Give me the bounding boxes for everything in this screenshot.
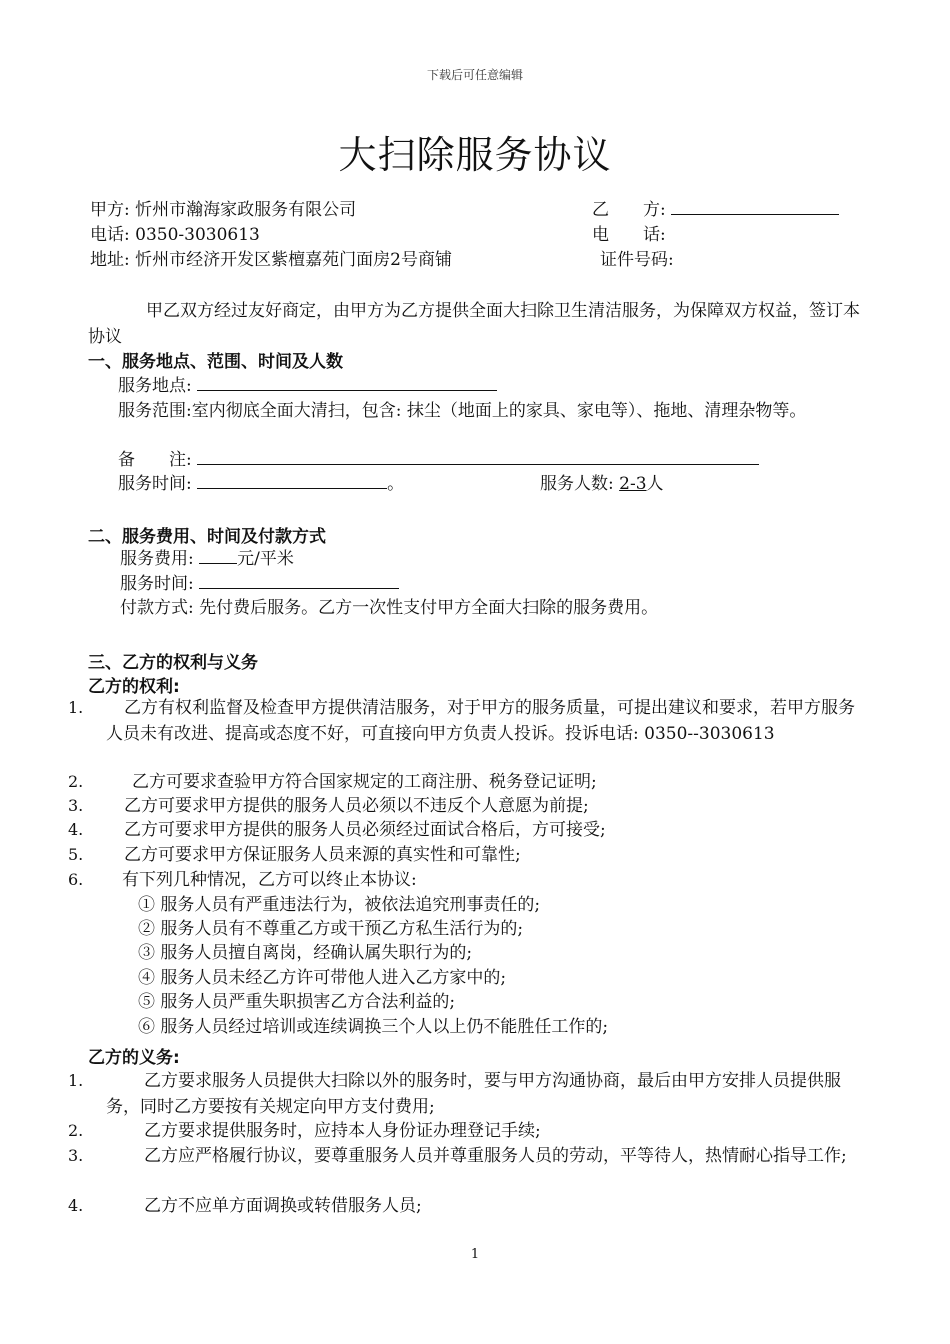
service-scope-label: 服务范围: [118,401,192,421]
party-a-phone-row [90,223,260,247]
rights-item-6-num: 6. [68,870,84,889]
staff-count-label: 服务人数: [540,474,614,494]
party-b-id-label: 证件号码: [600,250,674,270]
duties-item-4-text: 乙方不应单方面调换或转借服务人员; [144,1196,422,1216]
party-b-name-label: 乙 方: [592,200,666,220]
termination-item-2: ② 服务人员有不尊重乙方或干预乙方私生活行为的; [138,919,524,939]
duties-item-1-num: 1. [68,1071,84,1090]
party-a-phone-label: 电话: [90,225,130,245]
rights-item-4-num: 4. [68,820,84,839]
termination-item-5: ⑤ 服务人员严重失职损害乙方合法利益的; [138,992,456,1012]
fee-time-label: 服务时间: [120,574,194,594]
party-a-address-row [90,248,452,272]
duties-item-3-text: 乙方应严格履行协议，要尊重服务人员并尊重服务人员的劳动，平等待人，热情耐心指导工作; [144,1146,847,1166]
page-number: 1 [470,1247,480,1262]
rights-heading: 乙方的权利: [88,677,180,697]
service-scope-row [88,398,863,424]
service-time-row [118,472,404,496]
duties-item-2-num: 2. [68,1121,84,1140]
service-location-blank [197,374,497,391]
remark-row [118,448,759,472]
remark-blank [197,448,759,465]
staff-count-row [540,472,664,496]
party-b-name-row [592,198,839,222]
remark-label: 备 注: [118,450,192,470]
party-a-name: 忻州市瀚海家政服务有限公司 [135,200,357,220]
service-time-label: 服务时间: [118,474,192,494]
duties-item-2-text: 乙方要求提供服务时，应持本人身份证办理登记手续; [144,1121,541,1141]
service-location-row [118,374,497,398]
rights-item-6-text: 有下列几种情况，乙方可以终止本协议: [122,870,417,890]
termination-item-6: ⑥ 服务人员经过培训或连续调换三个人以上仍不能胜任工作的; [138,1017,609,1037]
termination-item-3: ③ 服务人员擅自离岗，经确认属失职行为的; [138,943,473,963]
rights-item-2-num: 2. [68,772,84,791]
payment-label: 付款方式: [120,598,194,618]
party-a-address-label: 地址: [90,250,130,270]
rights-item-1-text: 乙方有权利监督及检查甲方提供清洁服务，对于甲方的服务质量，可提出建议和要求，若甲方服务人员未有改进、提高或态度不好，可直接向甲方负责人投诉。投诉电话: 0350--3030613 [106,698,855,744]
party-a-phone: 0350-3030613 [135,225,260,245]
rights-item-3-num: 3. [68,796,84,815]
rights-item-3-text: 乙方可要求甲方提供的服务人员必须以不违反个人意愿为前提; [124,796,589,816]
termination-item-1: ① 服务人员有严重违法行为，被依法追究刑事责任的; [138,895,541,915]
document-title: 大扫除服务协议 [338,133,612,177]
service-fee-unit: 元/平米 [237,549,294,569]
service-time-blank [197,472,387,489]
fee-time-row [120,572,399,596]
service-location-label: 服务地点: [118,376,192,396]
service-time-suffix: 。 [387,474,405,494]
payment-text: 先付费后服务。乙方一次性支付甲方全面大扫除的服务费用。 [199,598,659,618]
staff-count-value: 2-3 [619,474,647,494]
duties-item-1-text: 乙方要求服务人员提供大扫除以外的服务时，要与甲方沟通协商，最后由甲方安排人员提供服务，同时乙方要按有关规定向甲方支付费用; [106,1071,841,1117]
service-fee-row [120,547,294,571]
party-a-name-label: 甲方: [90,200,130,220]
header-note: 下载后可任意编辑 [426,68,523,82]
payment-row [120,596,658,620]
party-a-address: 忻州市经济开发区紫檀嘉苑门面房2号商铺 [135,250,452,270]
duties-item-4-num: 4. [68,1196,84,1215]
rights-item-2-text: 乙方可要求查验甲方符合国家规定的工商注册、税务登记证明; [132,772,597,792]
service-fee-blank [199,547,237,564]
intro-paragraph: 甲乙双方经过友好商定，由甲方为乙方提供全面大扫除卫生清洁服务，为保障双方权益，签订本协议 [88,301,860,347]
termination-item-4: ④ 服务人员未经乙方许可带他人进入乙方家中的; [138,968,507,988]
rights-item-5-num: 5. [68,845,84,864]
party-b-name-blank [671,198,839,215]
rights-item-5-text: 乙方可要求甲方保证服务人员来源的真实性和可靠性; [124,845,521,865]
rights-item-4-text: 乙方可要求甲方提供的服务人员必须经过面试合格后，方可接受; [124,820,606,840]
section1-heading: 一、服务地点、范围、时间及人数 [88,352,343,372]
section3-heading: 三、乙方的权利与义务 [88,653,258,673]
rights-item-1-num: 1. [68,698,84,717]
section2-heading: 二、服务费用、时间及付款方式 [88,527,326,547]
fee-time-blank [199,572,399,589]
duties-heading: 乙方的义务: [88,1048,180,1068]
service-scope-text: 室内彻底全面大清扫，包含: 抹尘（地面上的家具、家电等）、拖地、清理杂物等。 [191,401,807,421]
party-b-phone-label: 电 话: [592,225,666,245]
service-fee-label: 服务费用: [120,549,194,569]
staff-count-unit: 人 [646,474,664,494]
duties-item-3-num: 3. [68,1146,84,1165]
party-a-name-row [90,198,356,222]
